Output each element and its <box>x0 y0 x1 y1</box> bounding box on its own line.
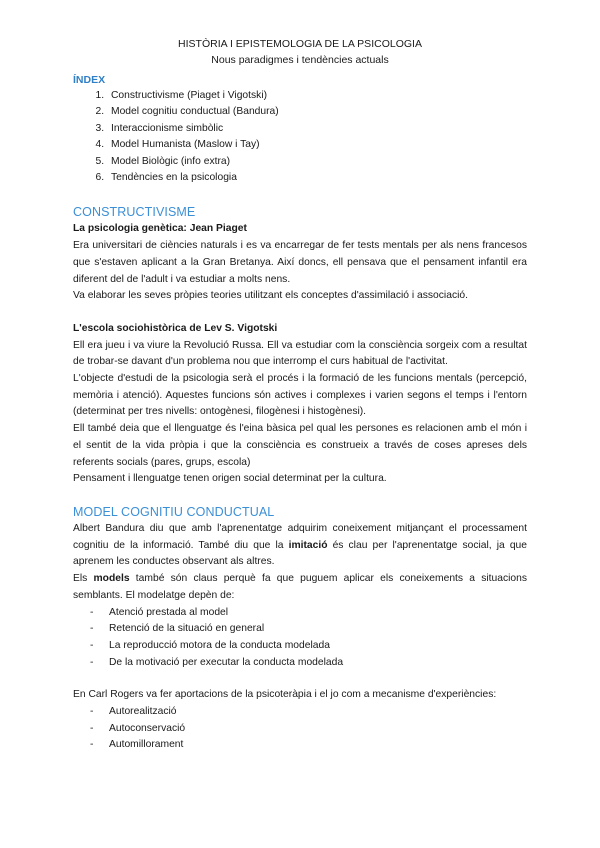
list-item: - La reproducció motora de la conducta modelada <box>90 638 527 655</box>
index-heading: ÍNDEX <box>73 74 106 86</box>
modelatge-list <box>73 605 527 672</box>
list-item: - Retenció de la situació en general <box>90 621 527 638</box>
document-subtitle: Nous paradigmes i tendències actuals <box>211 54 389 66</box>
subheading-vigotski: L'escola sociohistòrica de Lev S. Vigotski <box>73 322 278 334</box>
index-item: 4. Model Humanista (Maslow i Tay) <box>107 137 527 153</box>
section-heading-model-cognitiu: MODEL COGNITIU CONDUCTUAL <box>73 504 275 519</box>
list-item: - Autorealització <box>90 704 527 721</box>
paragraph: Era universitari de ciències naturals i es va encarregar de fer tests mentals per als nens francesos que s'estaven aplicant a la Gran Bretanya. Així doncs, ell pensava que el pensament infantil era diferent del de l'adult i va estudiar a molts nens. <box>73 240 527 285</box>
index-item: 1. Constructivisme (Piaget i Vigotski) <box>107 88 527 104</box>
index-item: 6. Tendències en la psicologia <box>107 170 527 186</box>
list-item: - Autoconservació <box>90 721 527 738</box>
index-item: 3. Interaccionisme simbòlic <box>107 121 527 137</box>
index-item: 5. Model Biològic (info extra) <box>107 154 527 170</box>
paragraph: Ell també deia que el llenguatge és l'eina bàsica pel qual les persones es relacionen amb el món i el sentit de la vida pròpia i que la consciència es construeix a través de coses apreses dels referents socials (pares, grups, escola) <box>73 423 527 468</box>
paragraph: Ell era jueu i va viure la Revolució Russa. Ell va estudiar com la consciència sorgeix com a resultat de trobar-se davant d'un problema nou que interromp el curs habitual de l'activitat. <box>73 339 527 368</box>
bold-term: imitació <box>288 539 328 551</box>
paragraph: Va elaborar les seves pròpies teories utilitzant els conceptes d'assimilació i associació. <box>73 290 468 302</box>
paragraph: En Carl Rogers va fer aportacions de la psicoteràpia i el jo com a mecanisme d'experiències: <box>73 689 497 701</box>
document-title: HISTÒRIA I EPISTEMOLOGIA DE LA PSICOLOGIA <box>178 38 422 50</box>
list-item: - Automillorament <box>90 737 527 754</box>
paragraph: Albert Bandura diu que amb l'aprenentatge adquirim coneixement mitjançant el processament cognitiu de la informació. També diu que la imitació és clau per l'aprenentatge social, ja que aprenem les conductes observant als altres. <box>73 522 527 568</box>
paragraph: Pensament i llenguatge tenen origen social determinat per la cultura. <box>73 473 387 485</box>
rogers-list <box>73 704 527 754</box>
paragraph: Els models també són claus perquè fa que puguem aplicar els coneixements a situacions semblants. El modelatge depèn de: <box>73 573 528 601</box>
subheading-piaget: La psicologia genètica: Jean Piaget <box>73 223 247 235</box>
section-heading-constructivisme: CONSTRUCTIVISME <box>73 205 196 220</box>
list-item: - De la motivació per executar la conducta modelada <box>90 655 527 672</box>
bold-term: models <box>93 573 130 585</box>
document-page <box>73 36 527 754</box>
paragraph: L'objecte d'estudi de la psicologia serà el procés i la formació de les funcions mentals (percepció, memòria i atenció). Aquestes funcions són actives i complexes i varien segons el temps i l'entorn (determinat per tres nivells: ontogènesi, filogènesi i histogènesi). <box>73 373 527 418</box>
list-item: - Atenció prestada al model <box>90 605 527 622</box>
index-list <box>73 88 527 186</box>
index-item: 2. Model cognitiu conductual (Bandura) <box>107 104 527 120</box>
